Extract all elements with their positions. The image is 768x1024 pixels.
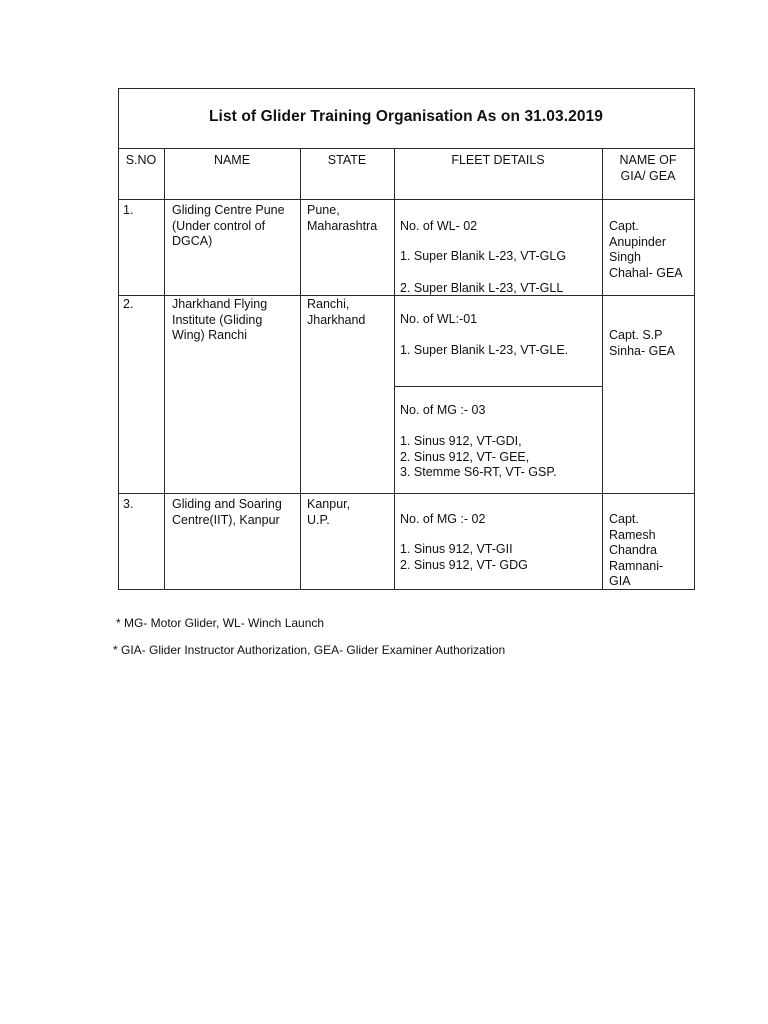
row-fleet-count: No. of MG :- 02	[400, 512, 486, 526]
row-name: Gliding and Soaring Centre(IIT), Kanpur	[172, 497, 282, 527]
row-sno: 1.	[123, 203, 134, 217]
header-fleet-details: FLEET DETAILS	[451, 153, 545, 167]
footnote-gia-gea: * GIA- Glider Instructor Authorization, GEA- Glider Examiner Authorization	[113, 643, 506, 657]
row-state: Ranchi, Jharkhand	[307, 297, 366, 327]
row-state: Pune, Maharashtra	[307, 203, 378, 233]
row-sno: 3.	[123, 497, 134, 511]
row-gia: Capt. S.P Sinha- GEA	[609, 328, 676, 358]
header-state: STATE	[327, 153, 367, 167]
row-state: Kanpur, U.P.	[307, 497, 351, 527]
header-name: NAME	[213, 153, 251, 167]
row-fleet-mg-items: 1. Sinus 912, VT-GDI, 2. Sinus 912, VT- GEE, 3. Stemme S6-RT, VT- GSP.	[400, 434, 557, 479]
header-gia-gea: NAME OF GIA/ GEA	[619, 153, 677, 183]
row-gia: Capt. Anupinder Singh Chahal- GEA	[609, 219, 683, 280]
row-sno: 2.	[123, 297, 134, 311]
row-gia: Capt. Ramesh Chandra Ramnani- GIA	[609, 512, 664, 588]
row-fleet-mg-count: No. of MG :- 03	[400, 403, 486, 417]
header-sno: S.NO	[125, 153, 157, 167]
row-fleet-count: No. of WL- 02	[400, 219, 478, 233]
row-name: Jharkhand Flying Institute (Gliding Wing) Ranchi	[172, 297, 268, 342]
document-title: List of Glider Training Organisation As on 31.03.2019	[208, 108, 604, 125]
row-fleet-items: 1. Sinus 912, VT-GII 2. Sinus 912, VT- GDG	[400, 542, 528, 572]
row-fleet-item: 2. Super Blanik L-23, VT-GLL	[400, 281, 564, 295]
row-fleet-item: 1. Super Blanik L-23, VT-GLG	[400, 249, 567, 263]
row-fleet-count: No. of WL:-01	[400, 312, 478, 326]
row-name: Gliding Centre Pune (Under control of DGCA)	[172, 203, 285, 248]
row-fleet-item: 1. Super Blanik L-23, VT-GLE.	[400, 343, 569, 357]
footnote-mg-wl: * MG- Motor Glider, WL- Winch Launch	[116, 616, 325, 630]
